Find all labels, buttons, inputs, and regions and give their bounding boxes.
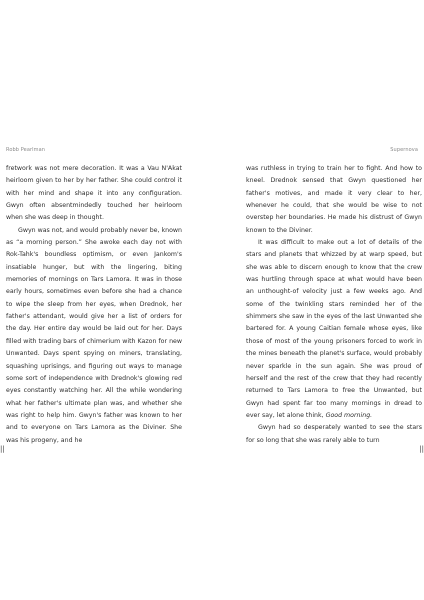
paragraph: fretwork was not mere decoration. It was a Vau N'Akat heirloom given to her by her father. She could control it with her mind and shape it into any configuration. Gwyn often absentmindedly touched her heirloom when she was deep in thought. <box>6 165 182 222</box>
running-head-title: Supernova <box>390 147 418 153</box>
running-head-author: Robb Pearlman <box>6 147 46 153</box>
right-text-column <box>246 163 422 447</box>
paragraph: was ruthless in trying to train her to fight. And how to kneel. Drednok sensed that Gwyn questioned her father's motives, and made it very clear to her, whenever he could, that she would be wise to not overstep her boundaries. He made his distrust of Gwyn known to the Diviner. <box>246 165 422 234</box>
left-edge-mark: || <box>0 445 5 453</box>
paragraph <box>246 237 422 422</box>
emphasized-text: Good morning. <box>325 411 373 419</box>
right-edge-mark: || <box>419 445 424 453</box>
paragraph: Gwyn was not, and would probably never be, known as “a morning person.” She awoke each day not with Rok-Tahk's boundless optimism, or even Jankom's insatiable hunger, but with the lingering, biting memories of mornings on Tars Lamora. It was in those early hours, sometimes even before she had a chance to wipe the sleep from her eyes, when Drednok, her father's attendant, would give her a list of orders for the day. Her entire day would be laid out for her. Days filled with trading bars of chimerium with Kazon for new Unwanted. Days spent spying on miners, translating, squashing uprisings, and figuring out ways to manage some sort of independence with Drednok's glowing red eyes constantly watching her. All the while wondering what her father's ultimate plan was, and whether she was right to help him. Gwyn's father was known to her and to everyone on Tars Lamora as the Diviner. She was his progeny, and he <box>6 226 182 444</box>
paragraph-text: It was difficult to make out a lot of details of the stars and planets that whizzed by at warp speed, but she was able to discern enough to know that the crew was hurtling through space at what would have been an unthought-of velocity just a few weeks ago. And some of the twinkling stars reminded her of the shimmers she saw in the eyes of the last Unwanted she bartered for. A young Caitian female whose eyes, like those of most of the young prisoners forced to work in the mines beneath the planet's surface, would probably never sparkle in the sun again. She was proud of herself and the rest of the crew that they had recently returned to Tars Lamora to free the Unwanted, but Gwyn had spent far too many mornings in dread to ever say, let alone think, <box>246 239 422 419</box>
left-text-column <box>6 163 182 447</box>
paragraph: Gwyn had so desperately wanted to see the stars for so long that she was rarely able to turn <box>246 424 422 444</box>
